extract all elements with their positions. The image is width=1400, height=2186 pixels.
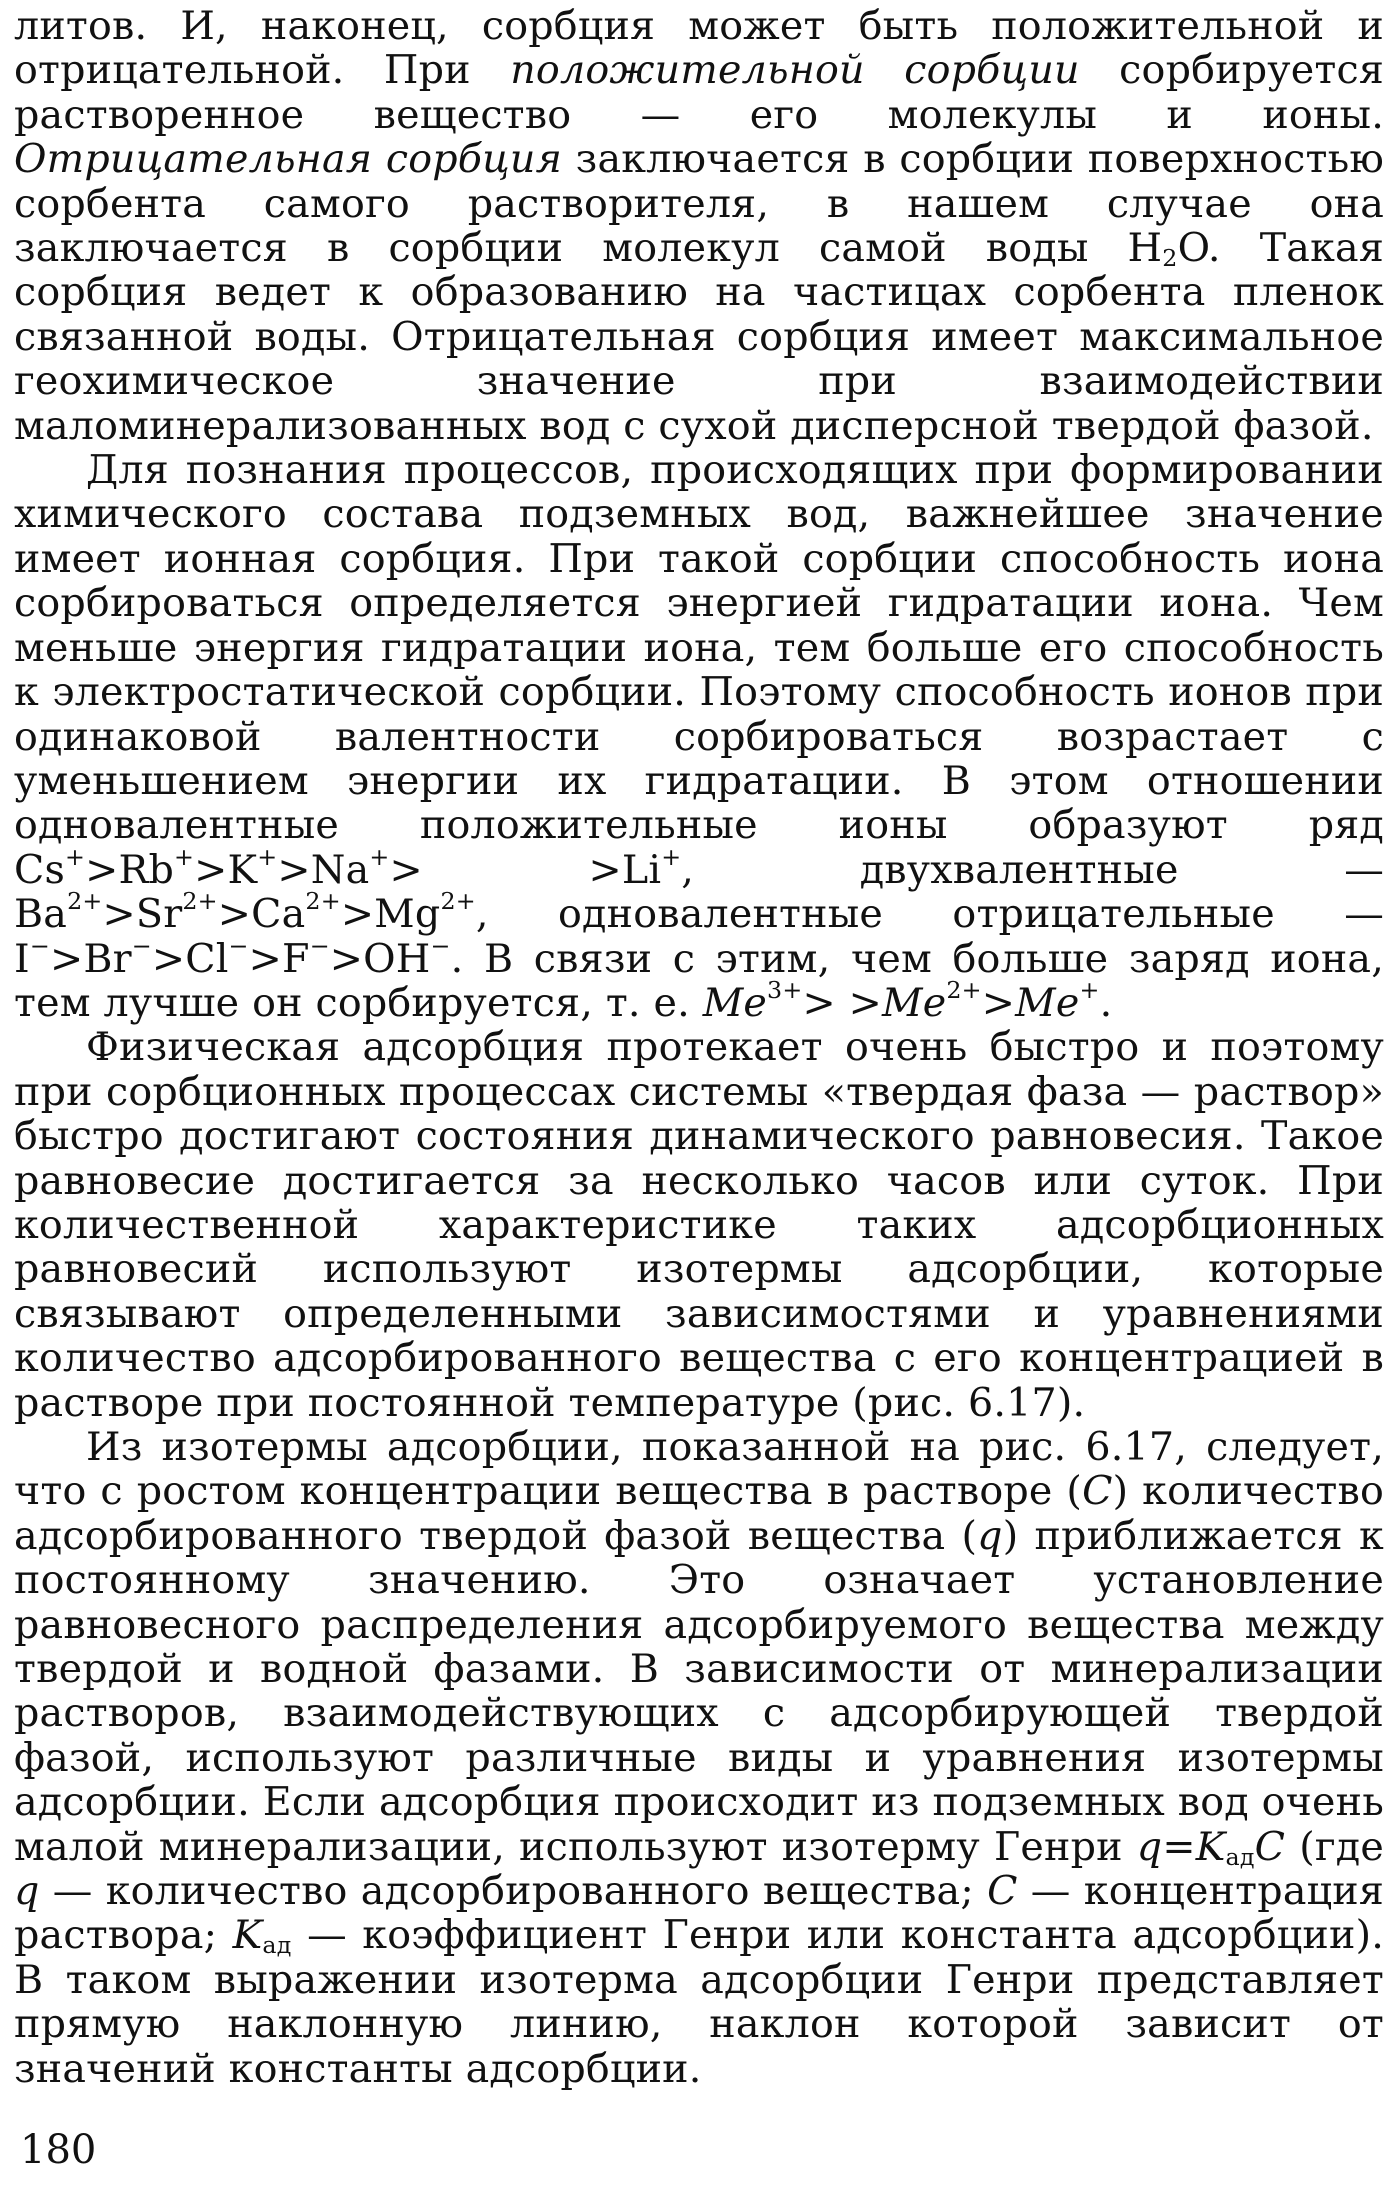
paragraph-sorption-types: литов. И, наконец, сорбция может быть положительной и отрицательной. При положительной сорбции сорбируется растворенное вещество — его молекулы и ионы. Отрицательная сорбция заключается в сорбции поверхностью сорбента самого растворителя, в нашем случае она заключается в сорбции молекул самой воды $H_2O$. Такая сорбция ведет к образованию на частицах сорбента пленок связанной воды. Отрицательная сорбция имеет максимальное геохимическое значение при взаимодействии маломинерализованных вод с сухой дисперсной твердой фазой.: [14, 3, 1385, 449]
paragraph-ion-sorption: Для познания процессов, происходящих при формировании химического состава подземных вод, важнейшее значение имеет ионная сорбция. При такой сорбции способность иона сорбироваться определяется энергией гидратации иона. Чем меньше энергия гидратации иона, тем больше его способность к электростатической сорбции. Поэтому способность ионов при одинаковой валентности сорбироваться возрастает с уменьшением энергии их гидратации. В этом отношении одновалентные положительные ионы образуют ряд Cs+>Rb+>K+>Na+> >Li+, двухвалентные — $Ba^{2+}>Sr^{2+}>Ca^{2+}>Mg^{2+}$, одновалентные отрицательные — I−>Br−>Cl−>F−>OH−. В связи с этим, чем больше заряд иона, тем лучше он сорбируется, т. е. $Me^{3+}> >Me^{2+}>Me^+$.: [14, 447, 1384, 1026]
paragraph-adsorption-isotherm: Из изотермы адсорбции, показанной на рис. 6.17, следует, что с ростом концентрации вещества в растворе (C) количество адсорбированного твердой фазой вещества (q) приближается к постоянному значению. Это означает установление равновесного распределения адсорбируемого вещества между твердой и водной фазами. В зависимости от минерализации растворов, взаимодействующих с адсорбирующей твердой фазой, используют различные виды и уравнения изотермы адсорбции. Если адсорбция происходит из подземных вод очень малой минерализации, используют изотерму Генри $q=K_{ад}C$ (где q — количество адсорбированного вещества; C — концентрация раствора; $K_{ад}$ — коэффициент Генри или константа адсорбции). В таком выражении изотерма адсорбции Генри представляет прямую наклонную линию, наклон которой зависит от значений константы адсорбции.: [14, 1424, 1385, 2092]
body-text: [14, 4, 1384, 2091]
page-number: 180: [20, 2127, 97, 2173]
paragraph-physical-adsorption: Физическая адсорбция протекает очень быстро и поэтому при сорбционных процессах системы «твердая фаза — раствор» быстро достигают состояния динамического равновесия. Такое равновесие достигается за несколько часов или суток. При количественной характеристике таких адсорбционных равновесий используют изотермы адсорбции, которые связывают определенными зависимостями и уравнениями количество адсорбированного вещества с его концентрацией в растворе при постоянной температуре (рис. 6.17).: [14, 1024, 1384, 1426]
book-page: [14, 0, 1384, 2186]
